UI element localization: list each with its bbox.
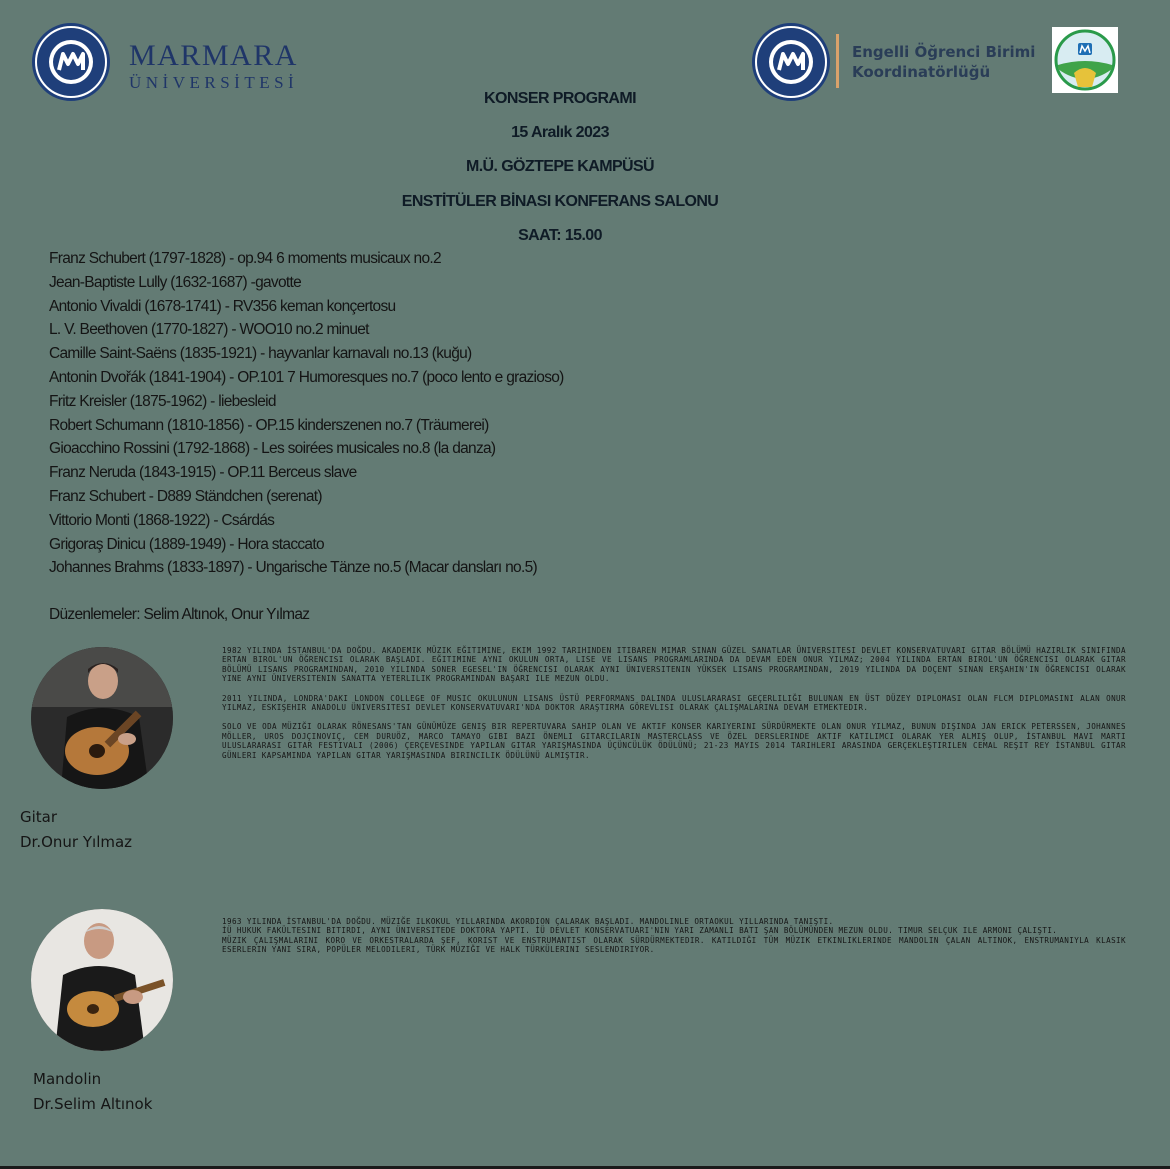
performer-caption-guitar [20, 805, 132, 855]
accessibility-badge-icon [1054, 29, 1116, 91]
program-item: Vittorio Monti (1868-1922) - Csárdás [49, 511, 275, 529]
event-header [0, 88, 1120, 259]
performer-caption-mandolin [33, 1067, 152, 1117]
bio-paragraph: MÜZIK ÇALIŞMALARINI KORO VE ORKESTRALARDA ŞEF, KORIST VE ENSTRUMANTIST OLARAK SÜRDÜRMEKTEDIR. KATILDIĞI TÜM MÜZIK ETKINLIKLERINDE MANDOLIN ÇALAN ALTINOK, ENSTRUMANIYLA KLASIK ESERLERIN YANI SIRA, POPÜLER MELODILERI, TÜRK MÜZIĞI VE HALK TÜRKÜLERINI SESLENDIRIYOR. [222, 935, 1126, 955]
bio-paragraph: 1963 YILINDA İSTANBUL'DA DOĞDU. MÜZIĞE ILKOKUL YILLARINDA AKORDION ÇALARAK BAŞLADI. MANDOLINLE ORTAOKUL YILLARINDA TANIŞTI. [222, 917, 834, 926]
bio-paragraph: 1982 YILINDA İSTANBUL'DA DOĞDU. AKADEMIK MÜZIK EĞITIMINE, EKIM 1992 TARIHINDEN ITIBAREN MIMAR SINAN GÜZEL SANATLAR ÜNIVERSITESI DEVLET KONSERVATUVARI GITAR BÖLÜMÜ HAZIRLIK SINIFINDA ERTAN BIROL'UN ÖĞRENCISI OLARAK BAŞLADI. EĞITIMINE AYNI OKULUN ORTA, LISE VE LISANS PROGRAMLARINDA DA DEVAM EDEN ONUR YILMAZ; 2004 YILINDA ERTAN BIROL'UN ÖĞRENCISI OLARAK GITAR BÖLÜMÜ LISANS PROGRAMINDAN, 2010 YILINDA SONER EGESEL'IN ÖĞRENCISI OLARAK AYNI ÜNIVERSITENIN YÜKSEK LISANS PROGRAMINDAN, 2019 YILINDA DA DOÇENT SINAN ERŞAHIN'IN ÖĞRENCISI OLARAK YINE AYNI ÜNIVERSITENIN SANATTA YETERLILIK PROGRAMINDAN BAŞARI ILE MEZUN OLDU. [222, 646, 1126, 684]
performer-instrument: Mandolin [33, 1070, 102, 1088]
coordinator-divider [836, 34, 839, 88]
engelsiz-marmara-badge [1052, 27, 1118, 93]
university-name-line1: MARMARA [129, 39, 298, 72]
program-item: L. V. Beethoven (1770-1827) - WOO10 no.2 minuet [49, 321, 369, 339]
performer-bio-guitar [222, 646, 1126, 770]
coordinator-name-line2: Koordinatörlüğü [852, 63, 991, 81]
event-time: SAAT: 15.00 [518, 226, 602, 244]
program-item: Antonin Dvořák (1841-1904) - OP.101 7 Humoresques no.7 (poco lento e grazioso) [49, 368, 564, 386]
program-item: Jean-Baptiste Lully (1632-1687) -gavotte [49, 273, 302, 291]
event-campus: M.Ü. GÖZTEPE KAMPÜSÜ [465, 158, 654, 176]
program-item: Johannes Brahms (1833-1897) - Ungarische Tänze no.5 (Macar dansları no.5) [49, 559, 537, 577]
event-title: KONSER PROGRAMI [484, 90, 636, 107]
performer-name: Dr.Onur Yılmaz [20, 833, 133, 851]
university-name-line2: ÜNİVERSİTESİ [129, 73, 299, 92]
program-item: Grigoraş Dinicu (1889-1949) - Hora staccato [49, 535, 324, 553]
program-item: Camille Saint-Saëns (1835-1921) - hayvanlar karnavalı no.13 (kuğu) [49, 345, 472, 363]
program-item: Franz Schubert - D889 Ständchen (serenat) [49, 487, 322, 505]
event-venue: ENSTİTÜLER BİNASI KONFERANS SALONU [401, 192, 719, 210]
bio-paragraph: SOLO VE ODA MÜZIĞI OLARAK RÖNESANS'TAN GÜNÜMÜZE GENIŞ BIR REPERTUVARA SAHIP OLAN VE AKTIF KONSER KARIYERINI SÜRDÜRMEKTE OLAN ONUR YILMAZ, BUNUN DIŞINDA JAN ERICK PETERSSEN, JOHANNES MÖLLER, UROS DOJÇINOVIÇ, CEM DURUÖZ, MARCO TAMAYO GIBI BAZI ÖNEMLI GITARCILARIN MASTERCLASS VE ÖZEL DERSLERINDE AKTIF KATILIMCI OLARAK YER ALMIŞ OLUP, İSTANBUL MAVI MARTI ULUSLARARASI GITAR FESTIVALI (2006) ÇERÇEVESINDE YAPILAN GITAR YARIŞMASINDA ÜÇÜNCÜLÜK ÖDÜLÜNÜ; 21-23 MAYIS 2014 TARIHLERI ARASINDA GERÇEKLEŞTIRILEN CEMAL REŞIT REY İSTANBUL GITAR GÜNLERI KAPSAMINDA YAPILAN GITAR YARIŞMASINDA BIRINCILIK ÖDÜLÜNÜ ALMIŞTIR. [222, 722, 1126, 760]
coordinator-name-line1: Engelli Öğrenci Birimi [852, 43, 1036, 61]
event-date: 15 Aralık 2023 [511, 124, 609, 142]
performer-photo-mandolin [31, 909, 173, 1051]
program-item: Antonio Vivaldi (1678-1741) - RV356 keman konçertosu [49, 297, 396, 315]
program-list [49, 248, 564, 581]
performer-instrument: Gitar [20, 808, 58, 826]
mandolinist-photo-icon [31, 909, 173, 1051]
bio-paragraph: İÜ HUKUK FAKÜLTESINI BITIRDI, AYNI ÜNIVERSITEDE DOKTORA YAPTI. İÜ DEVLET KONSERVATUARI'NIN YARI ZAMANLI BATI ŞAN BÖLÜMÜNDEN MEZUN OLDU. TIMUR SELÇUK ILE ARMONI ÇALIŞTI. [222, 926, 1058, 936]
program-item: Gioacchino Rossini (1792-1868) - Les soirées musicales no.8 (la danza) [49, 440, 496, 458]
performer-photo-guitar [31, 647, 173, 789]
bio-paragraph: 2011 YILINDA, LONDRA'DAKI LONDON COLLEGE OF MUSIC OKULUNUN LISANS ÜSTÜ PERFORMANS DALINDA ULUSLARARASI GEÇERLILIĞI BULUNAN EN ÜST DÜZEY DIPLOMASI OLAN FLCM DIPLOMASINI ALAN ONUR YILMAZ, ESKIŞEHIR ANADOLU ÜNIVERSITESI DEVLET KONSERVATUVARI'NDA DOKTOR ARAŞTIRMA GÖREVLISI OLARAK ÇALIŞMALARINA DEVAM ETMEKTEDIR. [222, 693, 1126, 713]
arrangements-credit: Düzenlemeler: Selim Altınok, Onur Yılmaz [49, 606, 310, 623]
program-item: Robert Schumann (1810-1856) - OP.15 kinderszenen no.7 (Träumerei) [49, 416, 489, 434]
performer-bio-mandolin [222, 917, 1126, 955]
program-item: Fritz Kreisler (1875-1962) - liebesleid [49, 392, 276, 410]
coordinator-name [852, 42, 1035, 82]
performer-name: Dr.Selim Altınok [33, 1095, 153, 1113]
guitarist-photo-icon [31, 647, 173, 789]
program-item: Franz Schubert (1797-1828) - op.94 6 moments musicaux no.2 [49, 250, 441, 267]
program-item: Franz Neruda (1843-1915) - OP.11 Berceus slave [49, 464, 357, 482]
university-name [129, 41, 298, 91]
